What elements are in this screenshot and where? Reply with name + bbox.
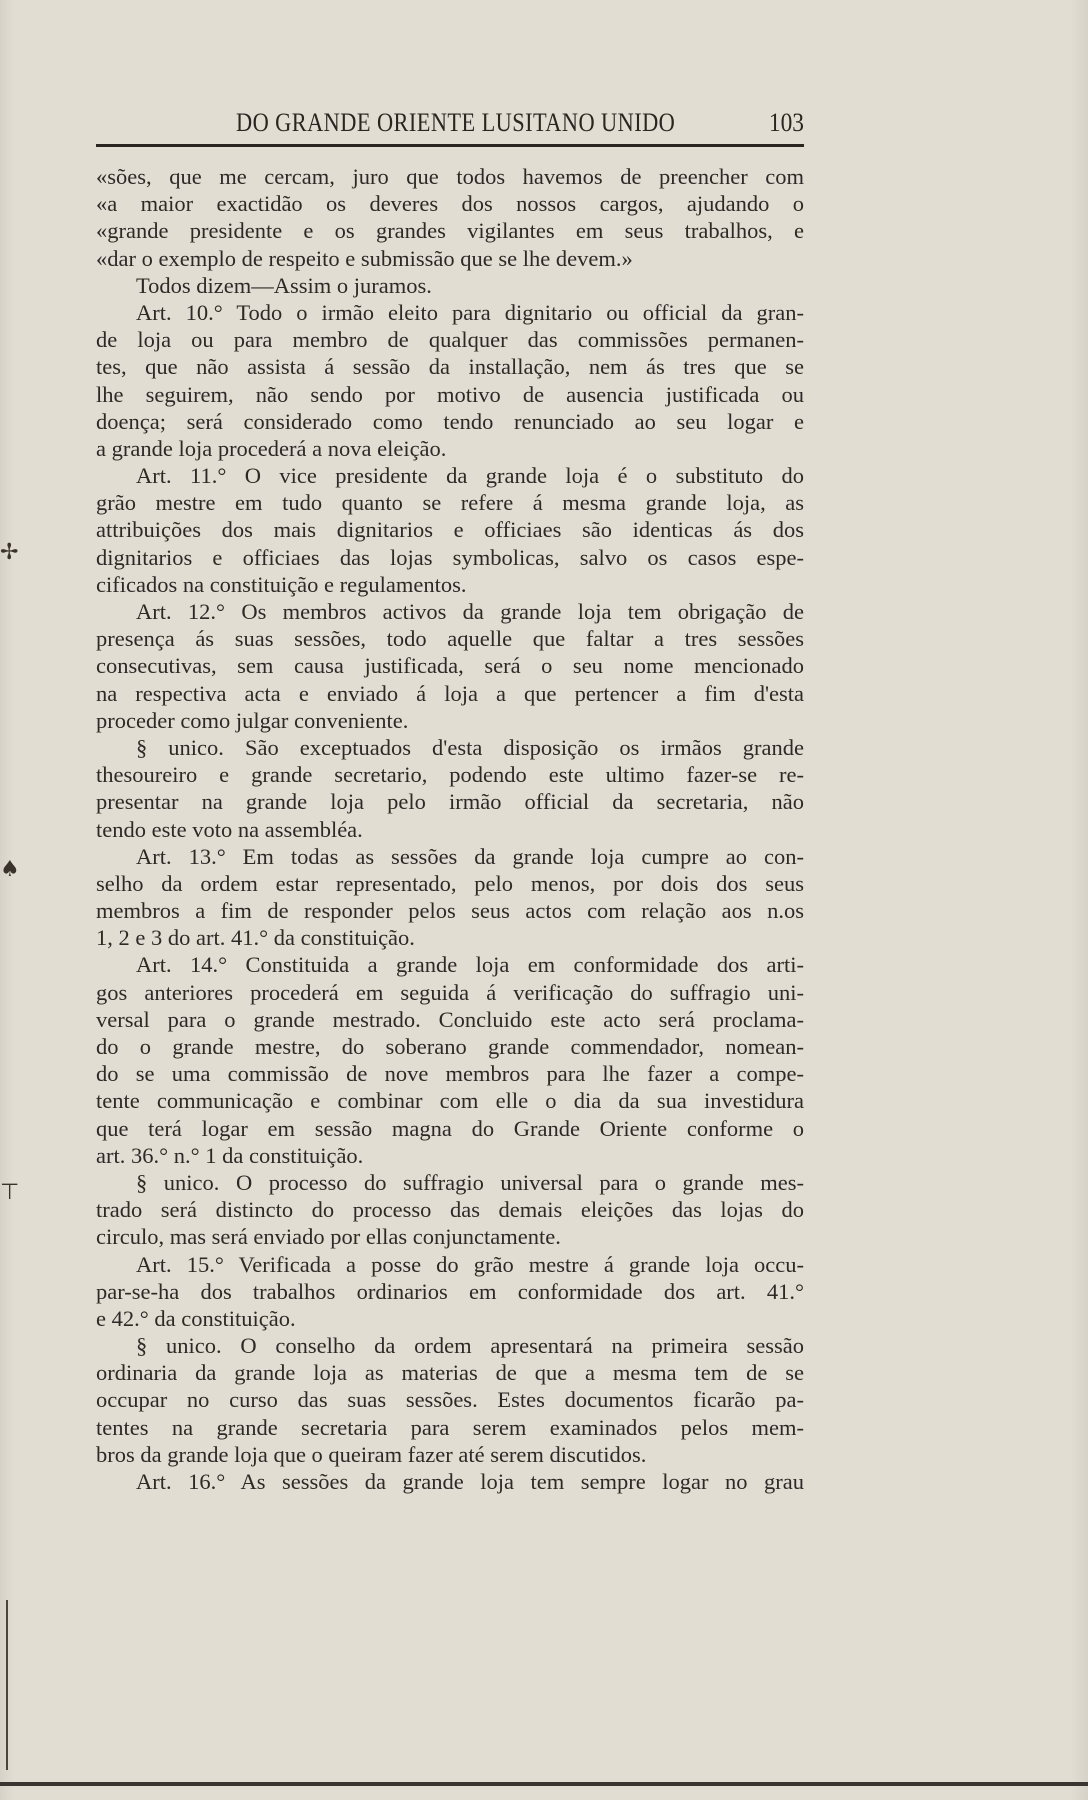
text-line: do o grande mestre, do soberano grande commendador, nomean- [96,1034,804,1059]
text-line: «grande presidente e os grandes vigilantes em seus trabalhos, e [96,218,804,244]
text-line: § unico. São exceptuados d'esta disposição os irmãos grande [136,734,804,760]
text-line: tentes na grande secretaria para serem examinados pelos mem- [96,1414,804,1440]
text-line: cificados na constituição e regulamentos. [96,571,467,597]
text-line: na respectiva acta e enviado á loja a que pertencer a fim d'esta [96,680,804,706]
text-line: lhe seguirem, não sendo por motivo de ausencia justificada ou [96,381,804,407]
text-line: § unico. O conselho da ordem apresentará na primeira sessão [136,1333,804,1359]
text-line: attribuições dos mais dignitarios e officiaes são identicas ás dos [96,517,804,543]
text-line: «dar o exemplo de respeito e submissão que se lhe devem.» [96,245,633,271]
text-line: presença ás suas sessões, todo aquelle que faltar a tres sessões [96,626,804,652]
text-line: proceder como julgar conveniente. [96,707,409,733]
text-line: a grande loja procederá a nova eleição. [96,435,447,461]
text-line: Art. 14.° Constituida a grande loja em conformidade dos arti- [136,952,804,978]
text-line: consecutivas, sem causa justificada, será o seu nome mencionado [96,653,804,679]
text-line: selho da ordem estar representado, pelo menos, por dois dos seus [96,870,804,896]
text-line: art. 36.° n.° 1 da constituição. [96,1142,364,1168]
text-line: grão mestre em tudo quanto se refere á mesma grande loja, as [96,490,804,516]
text-line: membros a fim de responder pelos seus actos com relação aos n.os [96,898,804,924]
page-number: 103 [768,108,804,137]
text-line: Art. 12.° Os membros activos da grande loja tem obrigação de [136,599,804,624]
text-line: de loja ou para membro de qualquer das commissões permanen- [96,327,804,353]
text-line: que terá logar em sessão magna do Grande Oriente conforme o [96,1115,804,1141]
text-line: Art. 13.° Em todas as sessões da grande loja cumpre ao con- [136,843,804,869]
text-line: dignitarios e officiaes das lojas symbolicas, salvo os casos espe- [96,544,804,570]
text-line: tente communicação e combinar com elle o dia da sua investidura [96,1088,804,1114]
text-line: gos anteriores procederá em seguida á verificação do suffragio uni- [96,979,804,1005]
text-line: Art. 15.° Verificada a posse do grão mestre á grande loja occu- [136,1251,804,1277]
text-line: do se uma commissão de nove membros para lhe fazer a compe- [96,1061,804,1087]
margin-mark: ⊤ [0,1180,20,1205]
text-line: tes, que não assista á sessão da installação, nem ás tres que se [96,354,804,380]
text-line: par-se-ha dos trabalhos ordinarios em conformidade dos art. 41.° [96,1278,804,1304]
text-line: presentar na grande loja pelo irmão official da secretaria, não [96,789,804,815]
text-line: Art. 16.° As sessões da grande loja tem sempre logar no grau [136,1469,804,1494]
text-line: «sões, que me cercam, juro que todos havemos de preencher com [96,164,804,189]
text-line: thesoureiro e grande secretario, podendo este ultimo fazer-se re- [96,762,804,788]
text-line: Art. 11.° O vice presidente da grande loja é o substituto do [136,463,804,489]
text-line: «a maior exactidão os deveres dos nossos cargos, ajudando o [96,191,804,217]
running-title: DO GRANDE ORIENTE LUSITANO UNIDO [236,108,676,137]
body-text [96,163,804,1495]
text-line: occupar no curso das suas sessões. Estes documentos ficarão pa- [96,1387,804,1413]
page-edge-rule [6,1600,8,1770]
text-line: bros da grande loja que o queiram fazer até serem discutidos. [96,1441,647,1467]
text-line: doença; será considerado como tendo renunciado ao seu logar e [96,408,804,434]
page-bottom-edge [0,1782,1088,1786]
text-line: trado será distincto do processo das demais eleições das lojas do [96,1197,804,1223]
text-line: versal para o grande mestrado. Concluido este acto será proclama- [96,1006,804,1032]
text-line: Todos dizem—Assim o juramos. [136,272,432,298]
text-line: circulo, mas será enviado por ellas conjunctamente. [96,1224,561,1250]
text-line: § unico. O processo do suffragio universal para o grande mes- [136,1169,804,1195]
text-line: 1, 2 e 3 do art. 41.° da constituição. [96,925,415,951]
text-line: Art. 10.° Todo o irmão eleito para dignitario ou official da gran- [136,299,804,325]
text-line: ordinaria da grande loja as materias de que a mesma tem de se [96,1360,804,1386]
margin-mark: ♠ [0,857,20,882]
margin-mark: ✢ [0,540,19,565]
text-line: e 42.° da constituição. [96,1305,296,1331]
text-line: tendo este voto na assembléa. [96,816,363,842]
running-head [96,108,804,147]
